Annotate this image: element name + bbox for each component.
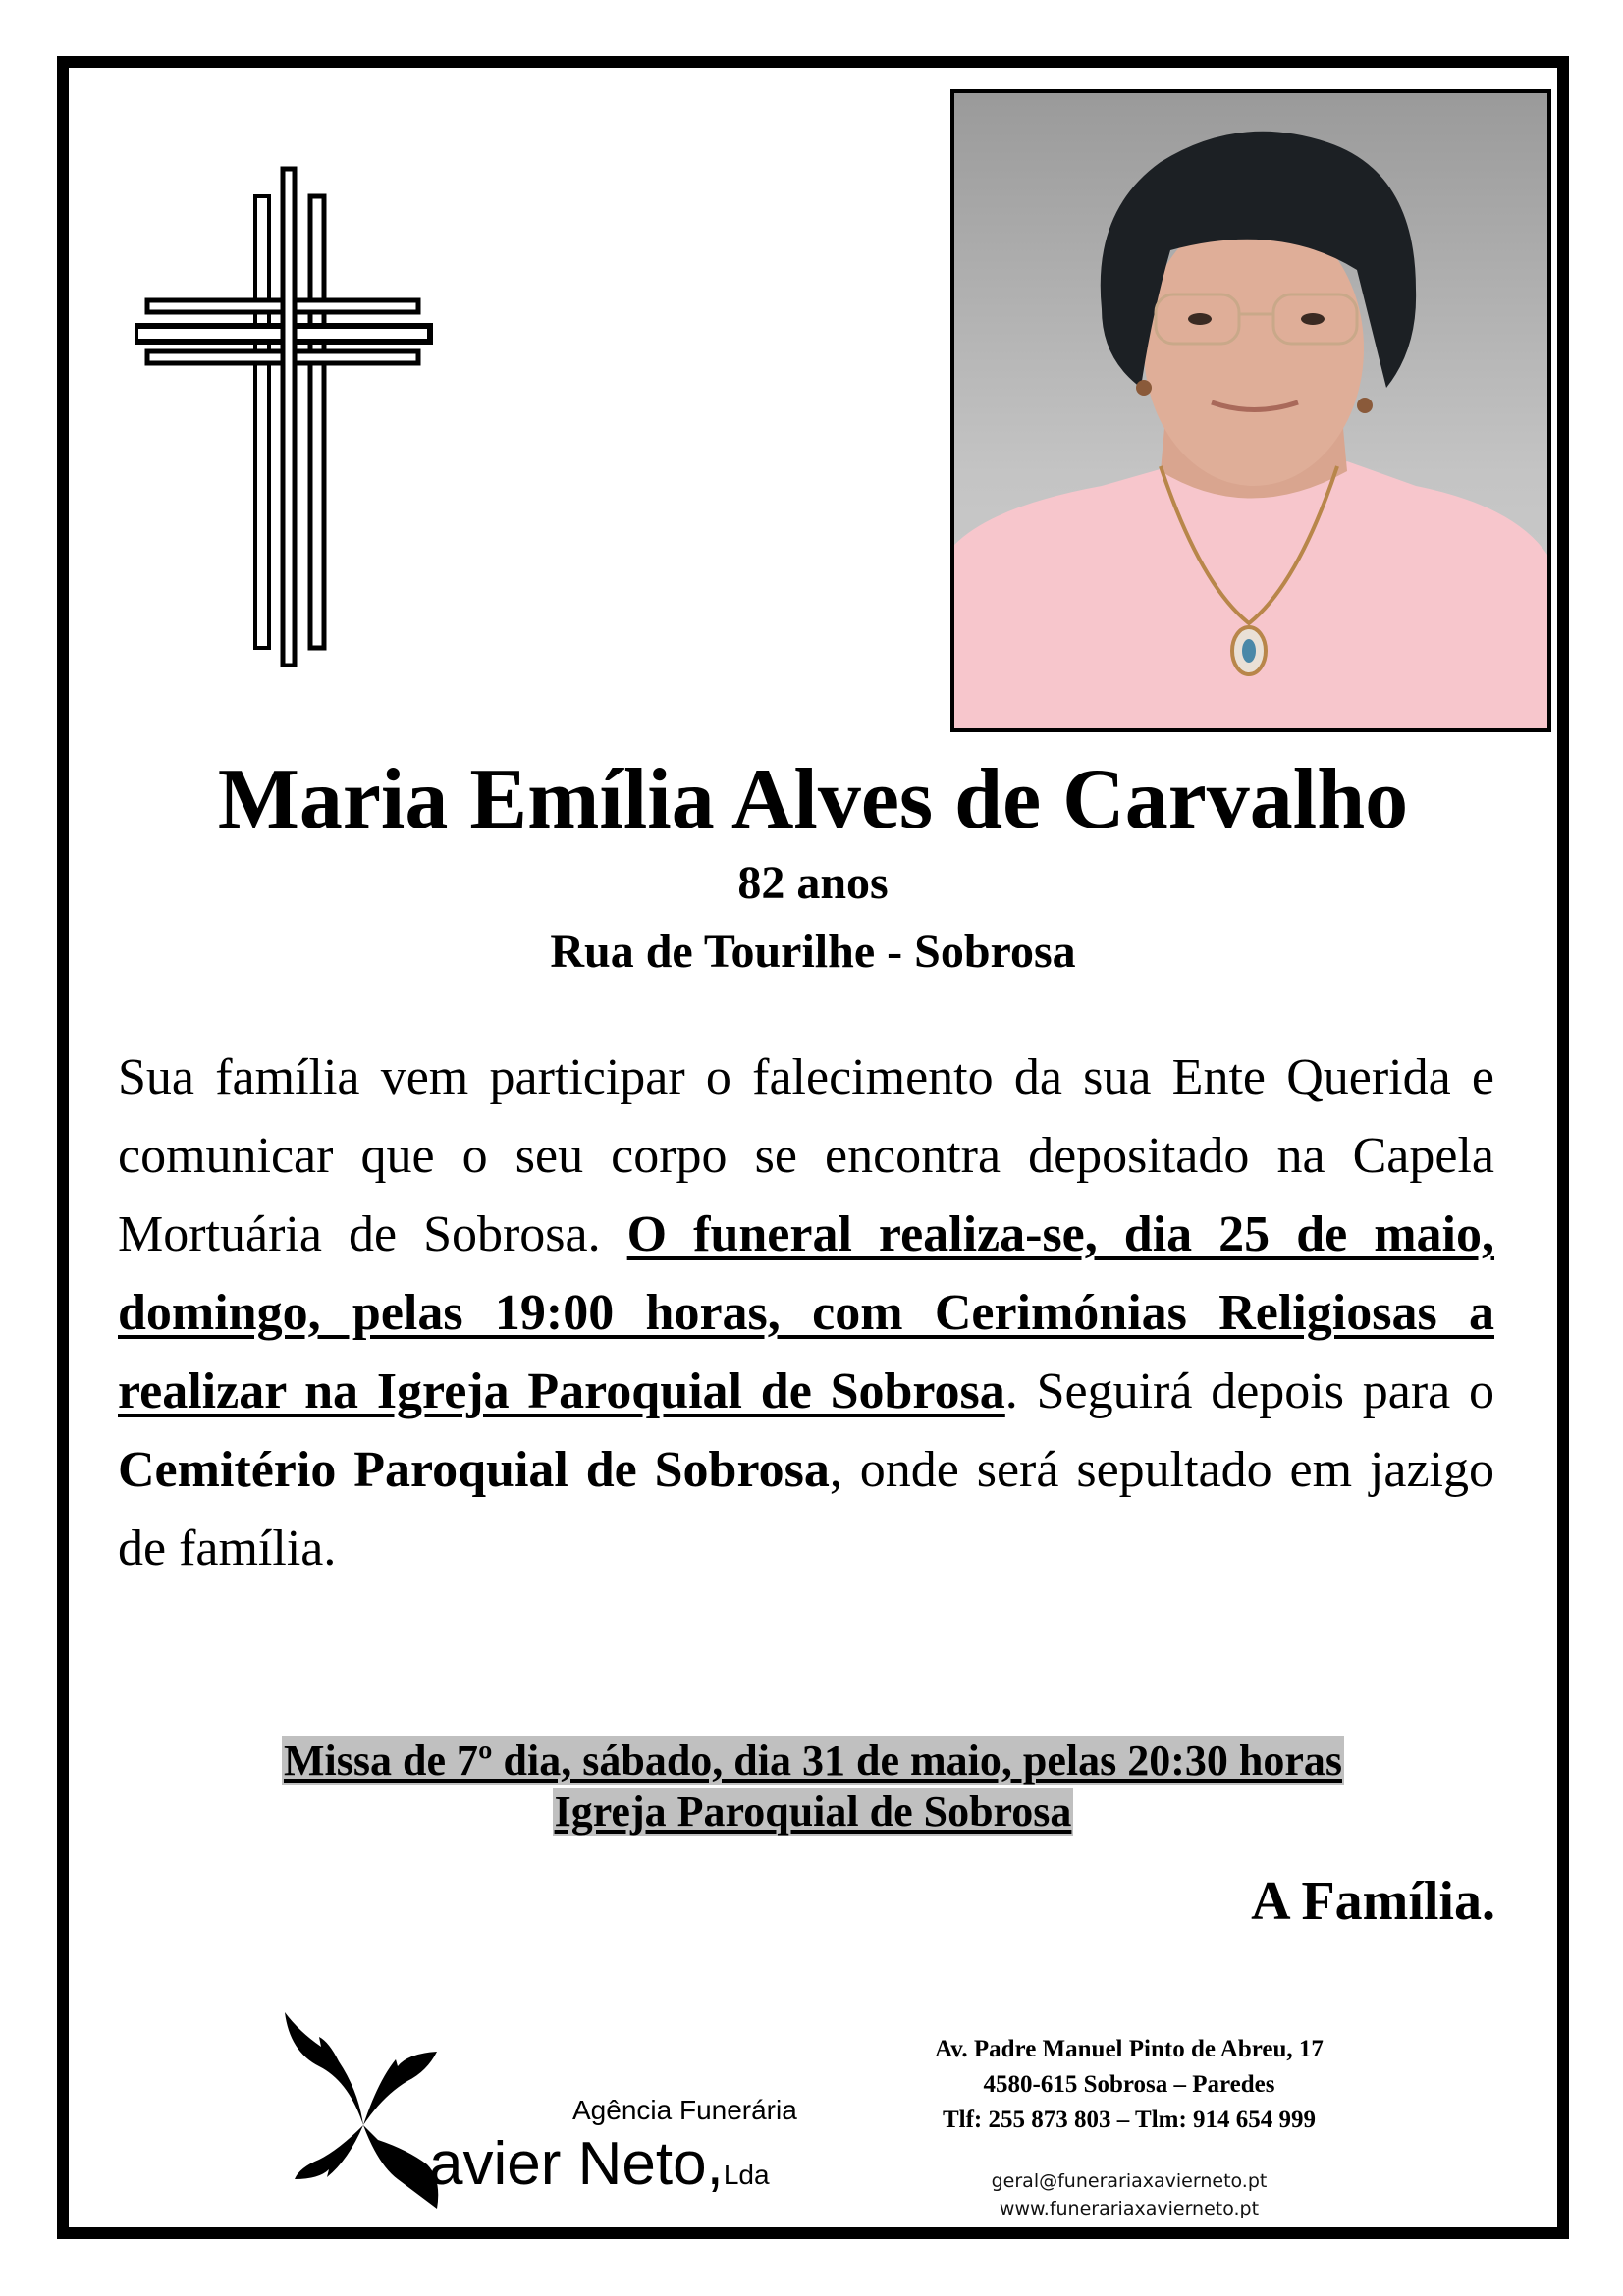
agency-subtitle: Agência Funerária xyxy=(572,2095,797,2125)
mass-location: Igreja Paroquial de Sobrosa xyxy=(554,1788,1072,1836)
family-signature: A Família. xyxy=(1251,1871,1495,1932)
deceased-name: Maria Emília Alves de Carvalho xyxy=(217,752,1409,847)
agency-address-line2: 4580-615 Sobrosa – Paredes xyxy=(983,2071,1275,2098)
mass-date-time: Missa de 7º dia, sábado, dia 31 de maio, pelas 20:30 horas xyxy=(284,1736,1342,1785)
announcement-closing: , onde será sepultado em jazigo de família. xyxy=(118,1442,1494,1576)
agency-website[interactable]: www.funerariaxavierneto.pt xyxy=(999,2198,1260,2219)
agency-web xyxy=(884,2167,1375,2222)
x-leaf-logo-icon xyxy=(280,2012,447,2209)
deceased-age: 82 anos xyxy=(737,857,889,909)
deceased-address: Rua de Tourilhe - Sobrosa xyxy=(550,926,1076,978)
announcement-paragraph xyxy=(118,1039,1494,1588)
agency-phones: Tlf: 255 873 803 – Tlm: 914 654 999 xyxy=(942,2107,1317,2133)
announcement-intro: Sua família vem participar o falecimento da sua Ente Querida e comunicar que o seu corpo se encontra depositado na Capela Mortuária de Sobrosa. xyxy=(118,1049,1494,1262)
agency-contact xyxy=(884,2032,1375,2138)
agency-email[interactable]: geral@funerariaxavierneto.pt xyxy=(991,2170,1268,2192)
cemetery-name: Cemitério Paroquial de Sobrosa xyxy=(118,1442,830,1498)
funeral-details: O funeral realiza-se, dia 25 de maio, domingo, pelas 19:00 horas, com Cerimónias Religiosas a realizar na Igreja Paroquial de Sobrosa xyxy=(118,1206,1495,1419)
portrait-image xyxy=(954,93,1547,728)
mass-info xyxy=(59,1735,1567,1838)
agency-name xyxy=(429,2130,770,2210)
announcement-transition: . Seguirá depois para o xyxy=(1004,1363,1494,1419)
portrait-photo xyxy=(950,89,1551,732)
agency-suffix: Lda xyxy=(723,2160,770,2190)
agency-name-text: avier Neto, xyxy=(429,2130,724,2198)
cross-icon xyxy=(135,157,436,667)
agency-address-line1: Av. Padre Manuel Pinto de Abreu, 17 xyxy=(935,2036,1324,2062)
